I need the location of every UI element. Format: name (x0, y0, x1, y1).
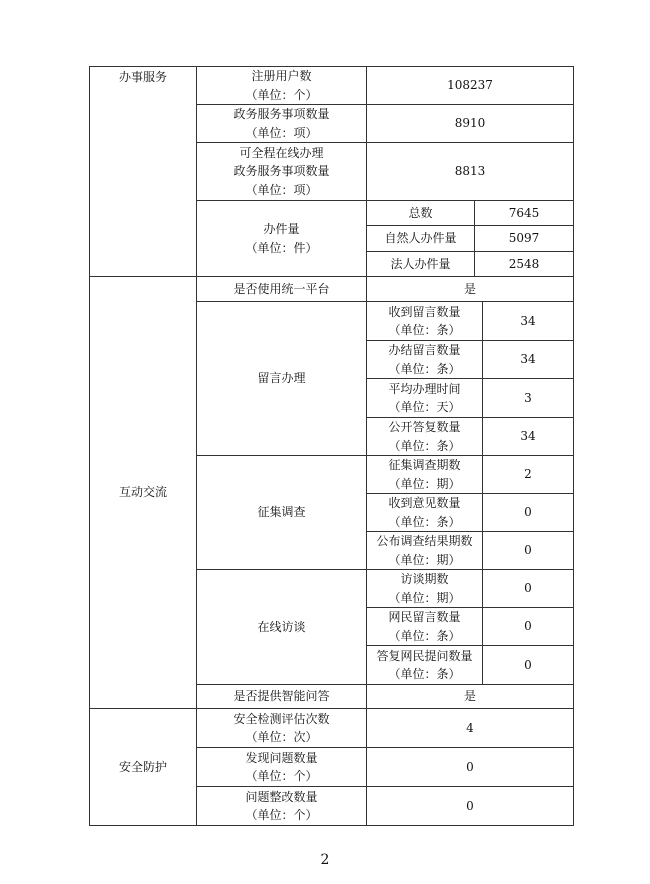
issues-fixed-value: 0 (466, 798, 474, 813)
online-items-value: 8813 (454, 164, 486, 179)
registered-users-label: 注册用户数 （单位：个） (245, 69, 318, 102)
section-label-interaction: 互动交流 (118, 485, 167, 500)
cases-natural-person-label: 自然人办件量 (384, 231, 457, 246)
table-rule (89, 825, 574, 826)
messages-public-reply-value: 34 (520, 429, 536, 444)
issues-fixed-label: 问题整改数量 （单位：个） (245, 789, 318, 822)
cases-legal-person-label: 法人办件量 (390, 256, 451, 271)
table-rule (573, 66, 574, 826)
smart-qa-label: 是否提供智能问答 (233, 689, 330, 704)
interviews-label: 在线访谈 (257, 619, 306, 634)
interviews-messages-label: 网民留言数量 （单位：条） (388, 610, 461, 643)
interviews-replies-value: 0 (524, 657, 532, 672)
interviews-replies-label: 答复网民提问数量 （单位：条） (376, 648, 473, 681)
section-label-security: 安全防护 (118, 759, 167, 774)
messages-received-value: 34 (520, 313, 536, 328)
surveys-results-value: 0 (524, 543, 532, 558)
surveys-results-label: 公布调查结果期数 （单位：期） (376, 534, 473, 567)
security-checks-value: 4 (466, 720, 474, 735)
cases-natural-person-value: 5097 (508, 231, 540, 246)
surveys-count-value: 2 (524, 467, 532, 482)
messages-public-reply-label: 公开答复数量 （单位：条） (388, 420, 461, 453)
cases-total-value: 7645 (508, 205, 540, 220)
service-items-label: 政务服务事项数量 （单位：项） (233, 107, 330, 140)
smart-qa-value: 是 (463, 689, 476, 704)
cases-label: 办件量 （单位：件） (245, 222, 318, 255)
messages-avg-time-label: 平均办理时间 （单位：天） (388, 381, 461, 414)
security-checks-label: 安全检测评估次数 （单位：次） (233, 711, 330, 744)
online-items-label: 可全程在线办理 政务服务事项数量 （单位：项） (233, 145, 330, 197)
interviews-count-value: 0 (524, 581, 532, 596)
messages-closed-value: 34 (520, 352, 536, 367)
unified-platform-value: 是 (463, 281, 476, 296)
page-number: 2 (320, 852, 330, 868)
messages-label: 留言办理 (257, 371, 306, 386)
surveys-opinions-value: 0 (524, 505, 532, 520)
messages-closed-label: 办结留言数量 （单位：条） (388, 343, 461, 376)
surveys-count-label: 征集调查期数 （单位：期） (388, 458, 461, 491)
service-items-value: 8910 (454, 116, 486, 131)
messages-avg-time-value: 3 (524, 390, 532, 405)
interviews-count-label: 访谈期数 （单位：期） (388, 572, 461, 605)
section-label-service: 办事服务 (118, 69, 167, 84)
cases-legal-person-value: 2548 (508, 256, 540, 271)
messages-received-label: 收到留言数量 （单位：条） (388, 304, 461, 337)
issues-found-value: 0 (466, 759, 474, 774)
cases-total-label: 总数 (408, 205, 433, 220)
unified-platform-label: 是否使用统一平台 (233, 281, 330, 296)
issues-found-label: 发现问题数量 （单位：个） (245, 750, 318, 783)
surveys-opinions-label: 收到意见数量 （单位：条） (388, 496, 461, 529)
registered-users-value: 108237 (447, 78, 493, 93)
interviews-messages-value: 0 (524, 619, 532, 634)
surveys-label: 征集调查 (257, 505, 306, 520)
